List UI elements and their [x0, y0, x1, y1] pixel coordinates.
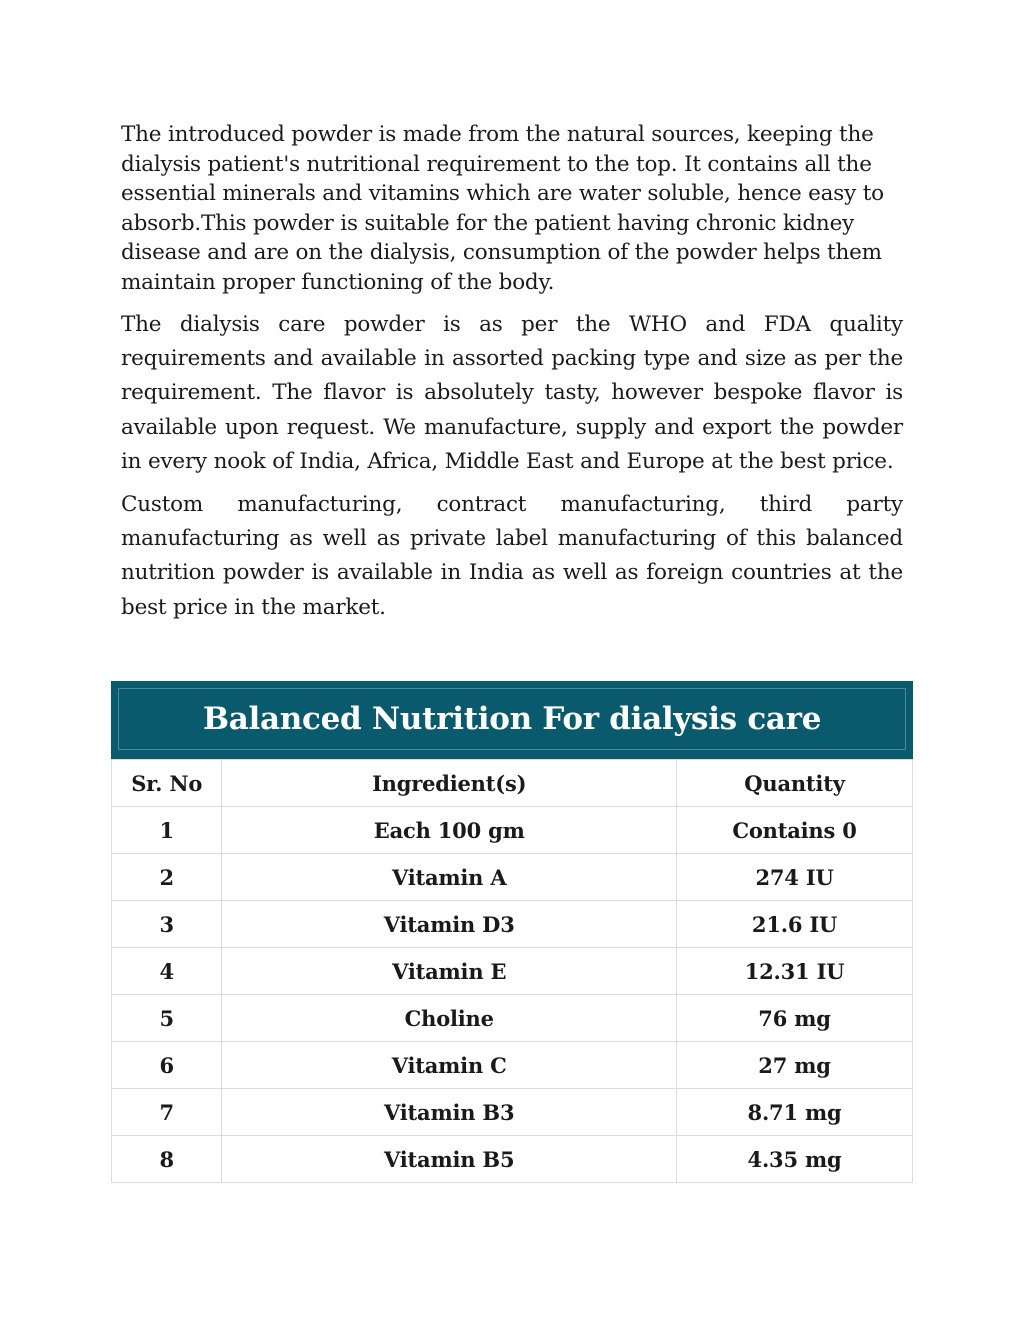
document-body	[121, 120, 903, 633]
cell-sr-no: 8	[112, 1136, 222, 1183]
cell-quantity: 27 mg	[677, 1042, 913, 1089]
cell-ingredient: Each 100 gm	[222, 807, 677, 854]
column-header-ingredients: Ingredient(s)	[222, 760, 677, 807]
table-title-bar	[111, 681, 913, 759]
cell-quantity: Contains 0	[677, 807, 913, 854]
cell-quantity: 274 IU	[677, 854, 913, 901]
cell-ingredient: Vitamin B3	[222, 1089, 677, 1136]
table-row	[112, 1089, 913, 1136]
cell-ingredient: Vitamin C	[222, 1042, 677, 1089]
table-row	[112, 1136, 913, 1183]
cell-sr-no: 3	[112, 901, 222, 948]
cell-sr-no: 7	[112, 1089, 222, 1136]
cell-sr-no: 6	[112, 1042, 222, 1089]
table-row	[112, 1042, 913, 1089]
table-title: Balanced Nutrition For dialysis care	[118, 688, 906, 750]
cell-quantity: 76 mg	[677, 995, 913, 1042]
cell-ingredient: Choline	[222, 995, 677, 1042]
cell-ingredient: Vitamin D3	[222, 901, 677, 948]
cell-quantity: 8.71 mg	[677, 1089, 913, 1136]
table-row	[112, 854, 913, 901]
cell-quantity: 21.6 IU	[677, 901, 913, 948]
cell-quantity: 12.31 IU	[677, 948, 913, 995]
cell-sr-no: 2	[112, 854, 222, 901]
nutrition-table	[111, 759, 913, 1183]
cell-sr-no: 1	[112, 807, 222, 854]
cell-sr-no: 5	[112, 995, 222, 1042]
table-row	[112, 995, 913, 1042]
table-header-row	[112, 760, 913, 807]
cell-sr-no: 4	[112, 948, 222, 995]
cell-ingredient: Vitamin E	[222, 948, 677, 995]
table-row	[112, 807, 913, 854]
nutrition-table-container	[111, 681, 913, 1183]
column-header-sr-no: Sr. No	[112, 760, 222, 807]
quality-paragraph: The dialysis care powder is as per the WHO and FDA quality requirements and available in assorted packing type and size as per the requirement. The flavor is absolutely tasty, however bespoke flavor is available upon request. We manufacture, supply and export the powder in every nook of India, Africa, Middle East and Europe at the best price.	[121, 311, 903, 475]
cell-ingredient: Vitamin B5	[222, 1136, 677, 1183]
intro-paragraph: The introduced powder is made from the natural sources, keeping the dialysis patient's nutritional requirement to the top. It contains all the essential minerals and vitamins which are water soluble, hence easy to absorb.This powder is suitable for the patient having chronic kidney disease and are on the dialysis, consumption of the powder helps them maintain proper functioning of the body.	[121, 122, 884, 295]
cell-quantity: 4.35 mg	[677, 1136, 913, 1183]
column-header-quantity: Quantity	[677, 760, 913, 807]
table-row	[112, 901, 913, 948]
table-row	[112, 948, 913, 995]
manufacturing-paragraph: Custom manufacturing, contract manufacturing, third party manufacturing as well as private label manufacturing of this balanced nutrition powder is available in India as well as foreign countries at the best price in the market.	[121, 491, 903, 620]
cell-ingredient: Vitamin A	[222, 854, 677, 901]
